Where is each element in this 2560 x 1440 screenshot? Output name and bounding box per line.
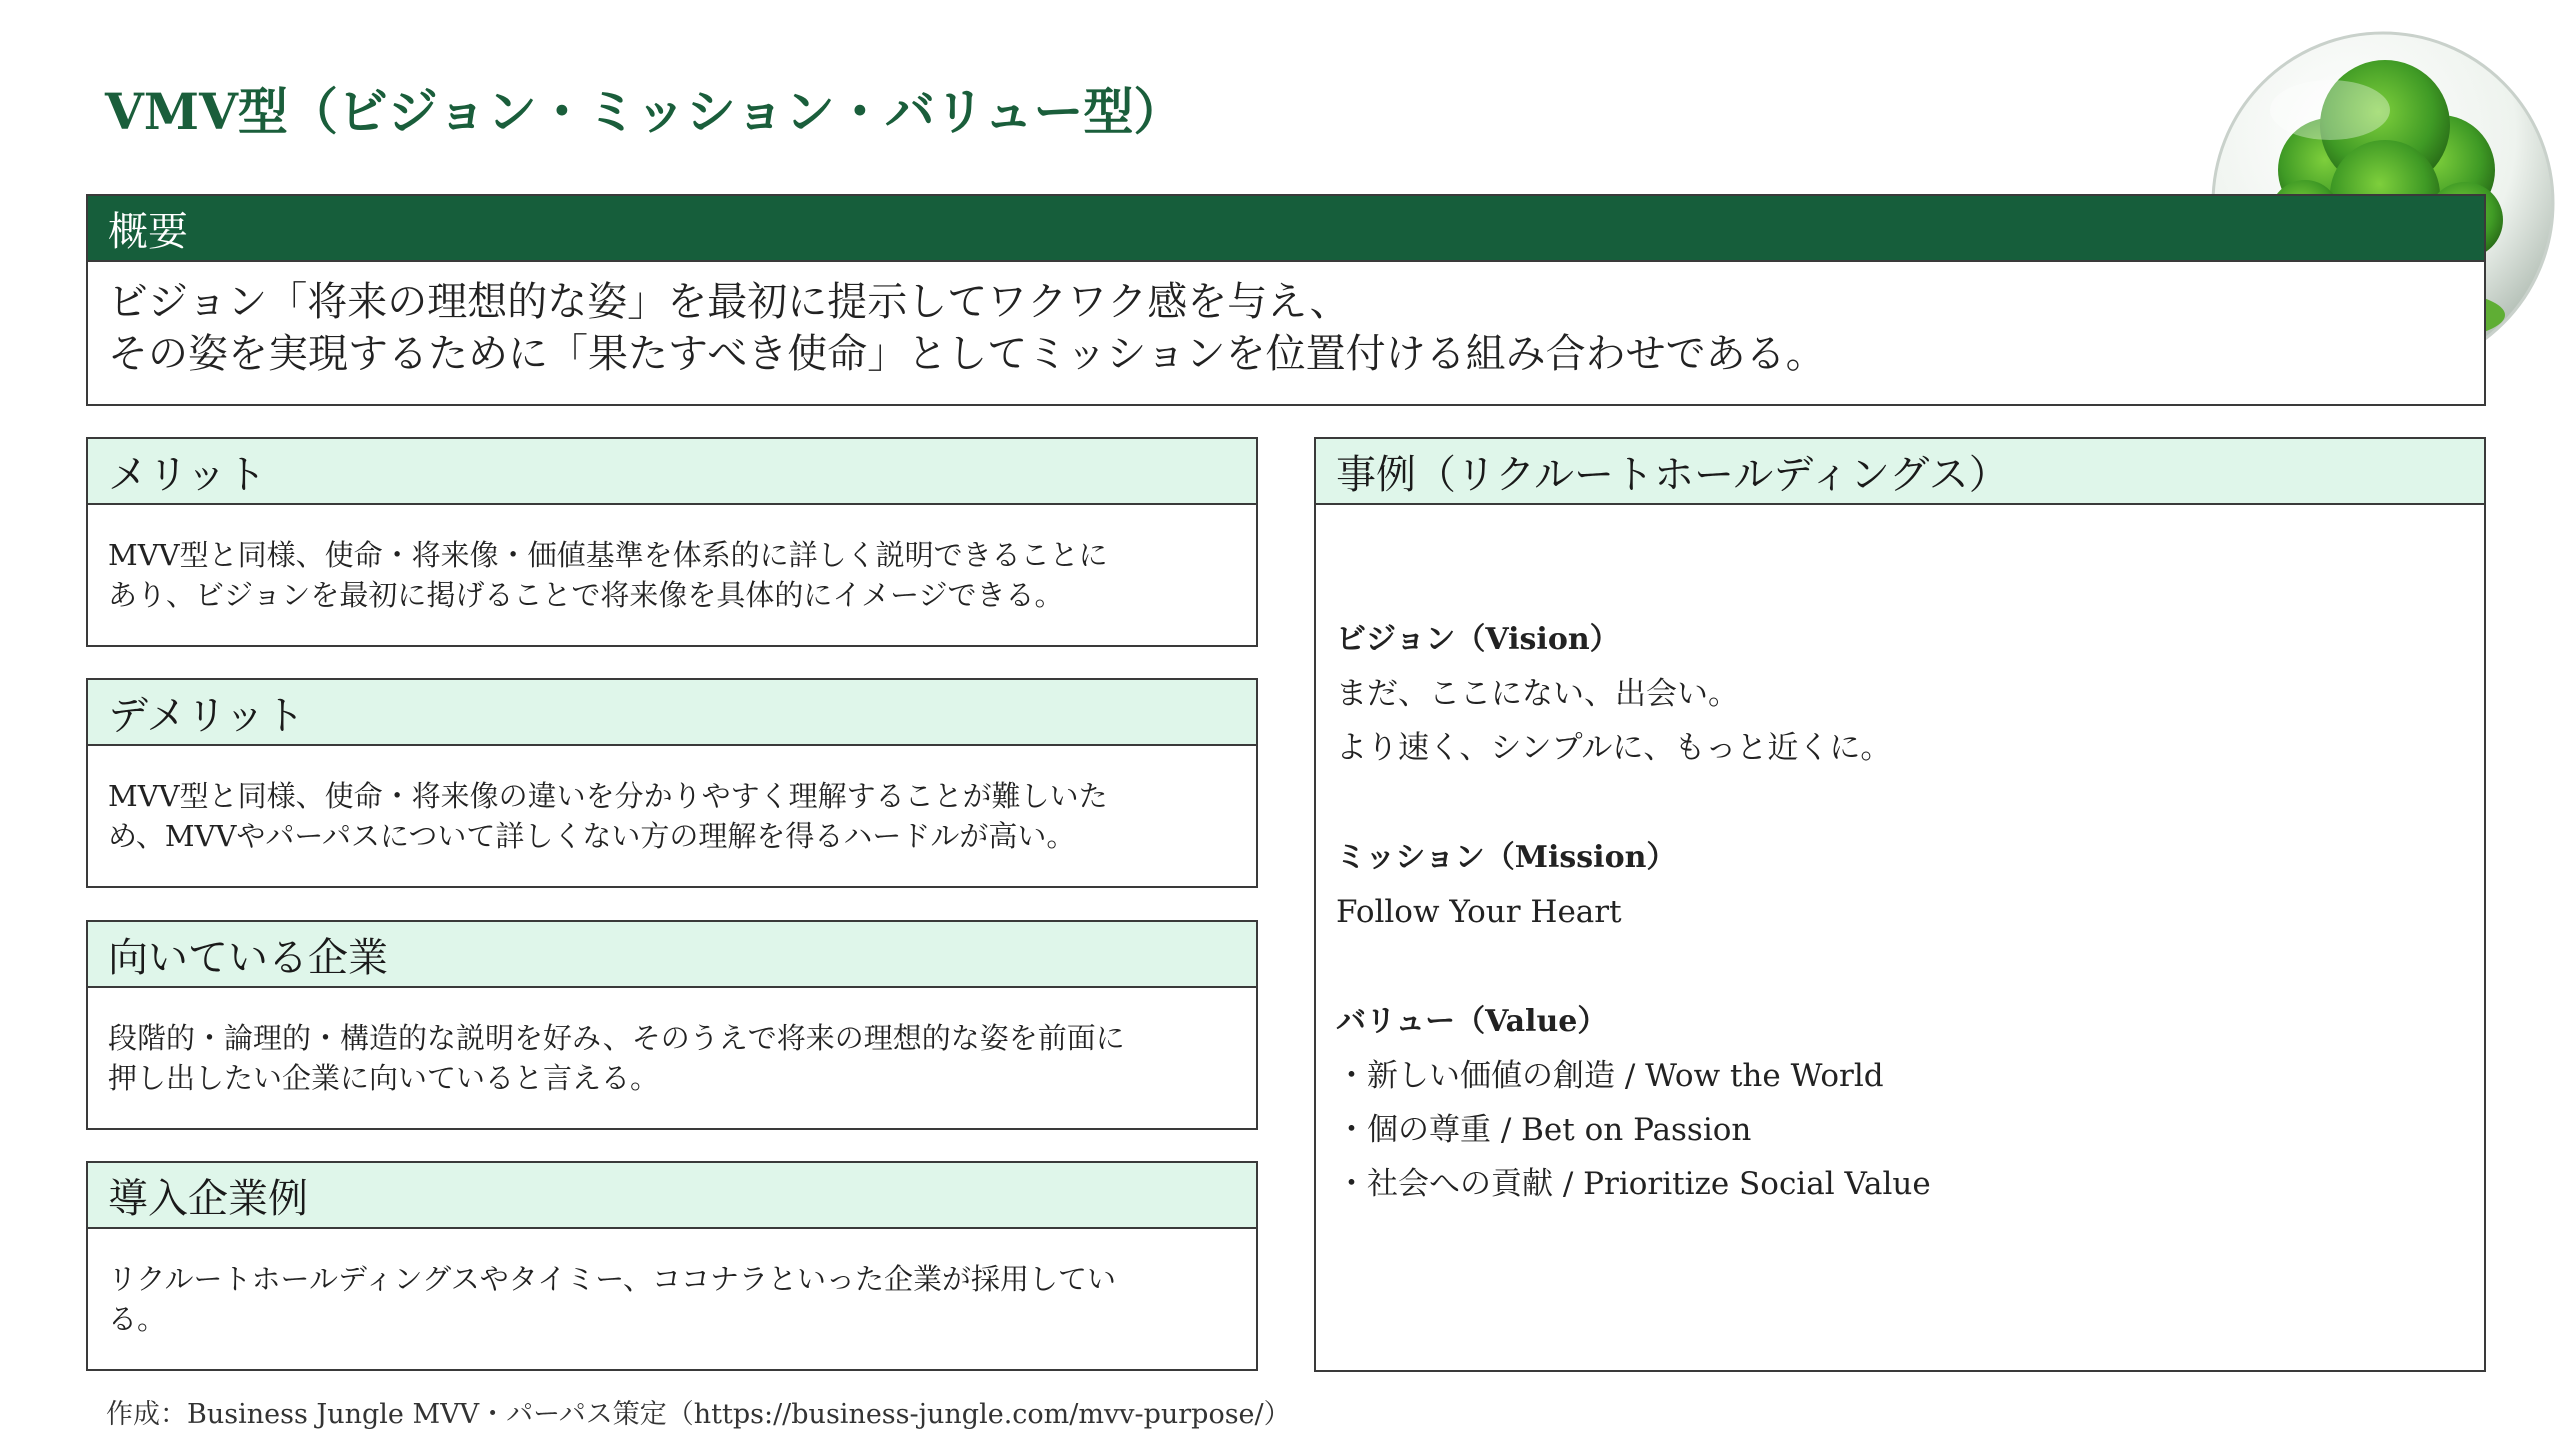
vision-line: より速く、シンプルに、もっと近くに。 bbox=[1336, 730, 1892, 766]
page-title: VMV型（ビジョン・ミッション・バリュー型） bbox=[105, 82, 1184, 141]
demerit-heading: デメリット bbox=[88, 680, 1256, 746]
merit-text-line: MVV型と同様、使命・将来像・価値基準を体系的に詳しく説明できることに bbox=[108, 538, 1108, 572]
adoption-examples-heading: 導入企業例 bbox=[88, 1163, 1256, 1229]
value-line: ・個の尊重 / Bet on Passion bbox=[1336, 1112, 1752, 1148]
value-line: ・新しい価値の創造 / Wow the World bbox=[1336, 1058, 1884, 1094]
merit-section bbox=[86, 437, 1258, 647]
case-study-heading: 事例（リクルートホールディングス） bbox=[1316, 439, 2484, 505]
overview-text-line: その姿を実現するために「果たすべき使命」としてミッションを位置付ける組み合わせである。 bbox=[108, 331, 1826, 377]
vision-title: ビジョン（Vision） bbox=[1336, 622, 1620, 657]
vision-line: まだ、ここにない、出会い。 bbox=[1336, 676, 1739, 712]
overview-heading: 概要 bbox=[88, 196, 2484, 262]
value-line: ・社会への貢献 / Prioritize Social Value bbox=[1336, 1166, 1931, 1202]
examples-text-line: る。 bbox=[108, 1302, 167, 1336]
demerit-text-line: MVV型と同様、使命・将来像の違いを分かりやすく理解することが難しいた bbox=[108, 779, 1108, 813]
suited-text-line: 段階的・論理的・構造的な説明を好み、そのうえで将来の理想的な姿を前面に bbox=[108, 1021, 1125, 1055]
merit-text-line: あり、ビジョンを最初に掲げることで将来像を具体的にイメージできる。 bbox=[108, 578, 1064, 612]
merit-heading: メリット bbox=[88, 439, 1256, 505]
suited-companies-heading: 向いている企業 bbox=[88, 922, 1256, 988]
mission-line: Follow Your Heart bbox=[1336, 894, 1622, 930]
suited-companies-section bbox=[86, 920, 1258, 1130]
mission-title: ミッション（Mission） bbox=[1336, 840, 1677, 875]
source-credit: 作成：Business Jungle MVV・パーパス策定（https://business-jungle.com/mvv-purpose/） bbox=[106, 1399, 1291, 1430]
value-title: バリュー（Value） bbox=[1336, 1004, 1608, 1039]
overview-text-line: ビジョン「将来の理想的な姿」を最初に提示してワクワク感を与え、 bbox=[108, 279, 1350, 325]
adoption-examples-section bbox=[86, 1161, 1258, 1371]
suited-text-line: 押し出したい企業に向いていると言える。 bbox=[108, 1061, 660, 1095]
demerit-text-line: め、MVVやパーパスについて詳しくない方の理解を得るハードルが高い。 bbox=[108, 819, 1076, 853]
overview-section bbox=[86, 194, 2486, 406]
case-study-section bbox=[1314, 437, 2486, 1372]
examples-text-line: リクルートホールディングスやタイミー、ココナラといった企業が採用してい bbox=[108, 1262, 1117, 1296]
demerit-section bbox=[86, 678, 1258, 888]
